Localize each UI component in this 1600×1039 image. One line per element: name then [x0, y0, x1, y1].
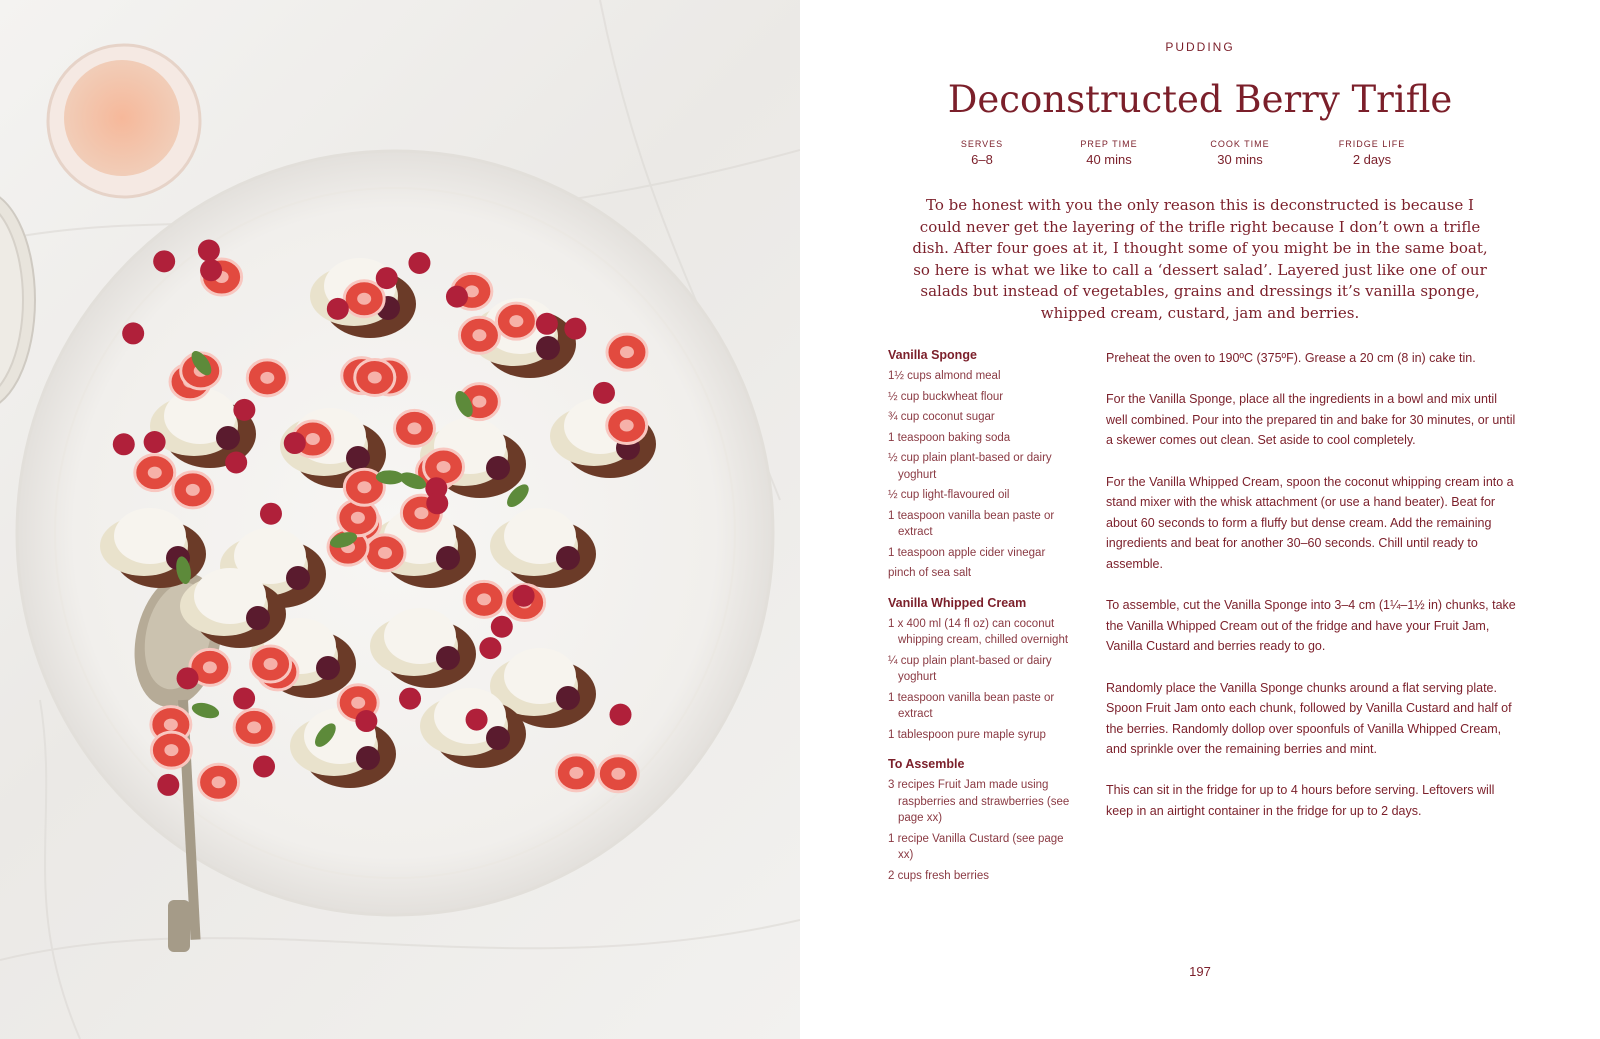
- ingredient-list-assemble: [888, 777, 1078, 884]
- ingredient-item: 1 teaspoon vanilla bean paste or extract: [888, 691, 1055, 720]
- stat-cook-time: [1180, 139, 1300, 167]
- strawberry-core: [620, 419, 634, 431]
- drink-glass: [48, 45, 200, 197]
- strawberry-core: [378, 547, 392, 559]
- jam-blob: [246, 606, 270, 630]
- stat-value: 2 days: [1352, 152, 1392, 167]
- section-label: PUDDING: [1165, 40, 1235, 54]
- strawberry-core: [247, 721, 261, 733]
- stat-label: PREP TIME: [1080, 139, 1138, 149]
- ingredient-item: ¼ cup plain plant-based or dairy yoghurt: [888, 654, 1052, 683]
- raspberry: [610, 704, 632, 726]
- strawberry-core: [264, 658, 278, 670]
- raspberry: [446, 286, 468, 308]
- strawberry-core: [164, 719, 178, 731]
- method-step: For the Vanilla Whipped Cream, spoon the coconut whipping cream into a stand mixer with the whisk attachment (or use a hand beater). Beat for about 60 seconds to form a fluffy but dense cream. Add the remaining ingredients and beat for another 30–60 seconds. Chill until ready to assemble.: [1106, 474, 1514, 571]
- stat-prep-time: [1049, 139, 1169, 167]
- strawberry-core: [260, 372, 274, 384]
- jam-blob: [436, 546, 460, 570]
- jam-blob: [536, 336, 560, 360]
- ingredient-list-sponge: [888, 368, 1078, 582]
- stat-label: FRIDGE LIFE: [1338, 139, 1406, 149]
- strawberry-core: [164, 744, 178, 756]
- ingredients-heading-sponge: Vanilla Sponge: [888, 348, 977, 362]
- ingredient-item: 1 teaspoon apple cider vinegar: [888, 546, 1046, 559]
- jam-blob: [346, 446, 370, 470]
- recipe-stats: [922, 139, 1482, 173]
- raspberry: [408, 252, 430, 274]
- jam-blob: [216, 426, 240, 450]
- strawberry-core: [368, 371, 382, 383]
- raspberry: [491, 616, 513, 638]
- strawberry-core: [148, 467, 162, 479]
- method-step: For the Vanilla Sponge, place all the ingredients in a bowl and mix until well combined. Pour into the prepared tin and bake for 30 minutes, or until a skewer comes out clean. Set aside to cool completely.: [1106, 392, 1516, 448]
- strawberry-core: [212, 776, 226, 788]
- ingredient-item: 1 teaspoon vanilla bean paste or extract: [888, 509, 1055, 538]
- ingredient-item: pinch of sea salt: [888, 567, 972, 579]
- ingredient-item: 1 x 400 ml (14 fl oz) can coconut whipping cream, chilled overnight: [888, 617, 1069, 646]
- recipe-title: Deconstructed Berry Trifle: [947, 78, 1453, 121]
- raspberry: [564, 318, 586, 340]
- stat-label: COOK TIME: [1210, 139, 1270, 149]
- ingredient-item: ¾ cup coconut sugar: [888, 411, 995, 423]
- strawberry-core: [611, 768, 625, 780]
- ingredient-item: ½ cup plain plant-based or dairy yoghurt: [888, 452, 1052, 481]
- raspberry: [153, 250, 175, 272]
- jam-blob: [286, 566, 310, 590]
- raspberry: [225, 452, 247, 474]
- ingredients-heading-cream: Vanilla Whipped Cream: [888, 595, 1027, 610]
- jam-blob: [556, 686, 580, 710]
- ingredient-item: ½ cup light-flavoured oil: [888, 489, 1010, 501]
- raspberry: [426, 492, 448, 514]
- ingredient-item: 1 tablespoon pure maple syrup: [888, 728, 1046, 741]
- strawberry-core: [437, 461, 451, 473]
- ingredient-item: 2 cups fresh berries: [888, 869, 989, 882]
- raspberry: [284, 432, 306, 454]
- raspberry: [200, 259, 222, 281]
- jam-blob: [356, 746, 380, 770]
- recipe-page: [800, 0, 1600, 1039]
- jam-blob: [486, 726, 510, 750]
- raspberry: [113, 433, 135, 455]
- raspberry: [260, 503, 282, 525]
- raspberry: [177, 667, 199, 689]
- strawberry-core: [357, 293, 371, 305]
- jam-blob: [436, 646, 460, 670]
- strawberry-core: [620, 346, 634, 358]
- raspberry: [327, 298, 349, 320]
- strawberry-core: [306, 433, 320, 445]
- intro-paragraph: To be honest with you the only reason this is deconstructed is because I could never get the layering of the trifle right because I don’t own a trifle dish. After four goes at it, I thought some of you might be in the same boat, so here is what we like to call a ‘dessert salad’. Layered just like one of our salads but instead of vegetables, grains and dressings it’s vanilla sponge, whipped cream, custard, jam and berries.: [912, 196, 1488, 322]
- strawberry-core: [186, 484, 200, 496]
- stat-fridge-life: [1312, 139, 1432, 167]
- stat-value: 30 mins: [1217, 152, 1263, 167]
- strawberry-core: [203, 661, 217, 673]
- ingredients-heading-assemble: To Assemble: [888, 757, 965, 771]
- strawberry-core: [357, 481, 371, 493]
- raspberry: [466, 709, 488, 731]
- raspberry: [593, 382, 615, 404]
- raspberry: [253, 755, 275, 777]
- page-number: 197: [1189, 964, 1211, 979]
- strawberry-core: [569, 767, 583, 779]
- strawberry-core: [509, 315, 523, 327]
- strawberry-core: [351, 697, 365, 709]
- strawberry-core: [472, 396, 486, 408]
- stat-serves: [922, 139, 1042, 167]
- strawberry-core: [407, 422, 421, 434]
- raspberry: [479, 637, 501, 659]
- strawberry-core: [414, 507, 428, 519]
- raspberry: [513, 585, 535, 607]
- method-step: To assemble, cut the Vanilla Sponge into 3–4 cm (1¼–1½ in) chunks, take the Vanilla Whipped Cream out of the fridge and have your Fruit Jam, Vanilla Custard and berries ready to go.: [1106, 598, 1516, 654]
- ingredient-item: ½ cup buckwheat flour: [888, 390, 1004, 403]
- raspberry: [233, 687, 255, 709]
- raspberry: [157, 774, 179, 796]
- raspberry: [198, 239, 220, 261]
- raspberry: [144, 431, 166, 453]
- stat-value: 40 mins: [1086, 152, 1132, 167]
- strawberry-core: [472, 329, 486, 341]
- raspberry: [399, 688, 421, 710]
- ingredient-item: 1½ cups almond meal: [888, 370, 1001, 382]
- ingredient-item: 3 recipes Fruit Jam made using raspberries and strawberries (see page xx): [888, 779, 1070, 824]
- raspberry: [355, 710, 377, 732]
- raspberry: [233, 399, 255, 421]
- jam-blob: [486, 456, 510, 480]
- raspberry: [536, 313, 558, 335]
- method-column: [1106, 348, 1516, 842]
- raspberry: [376, 267, 398, 289]
- method-step: Preheat the oven to 190ºC (375ºF). Grease a 20 cm (8 in) cake tin.: [1106, 351, 1476, 365]
- strawberry-core: [477, 593, 491, 605]
- ingredients-column: [888, 348, 1078, 898]
- jam-blob: [556, 546, 580, 570]
- jam-blob: [316, 656, 340, 680]
- method-step: Randomly place the Vanilla Sponge chunks around a flat serving plate. Spoon Fruit Jam onto each chunk, followed by Vanilla Custard and half of the berries. Randomly dollop over spoonfuls of Vanilla Whipped Cream, and sprinkle over the remaining berries and mint.: [1106, 680, 1512, 757]
- raspberry: [122, 322, 144, 344]
- stat-label: SERVES: [960, 139, 1004, 149]
- stat-value: 6–8: [971, 152, 993, 167]
- ingredient-list-cream: [888, 616, 1078, 744]
- ingredient-item: 1 recipe Vanilla Custard (see page xx): [888, 832, 1064, 861]
- strawberry-core: [351, 512, 365, 524]
- ingredient-item: 1 teaspoon baking soda: [888, 431, 1011, 444]
- method-step: This can sit in the fridge for up to 4 hours before serving. Leftovers will keep in an airtight container in the fridge for up to 2 days.: [1106, 783, 1495, 819]
- side-plates: [0, 190, 35, 410]
